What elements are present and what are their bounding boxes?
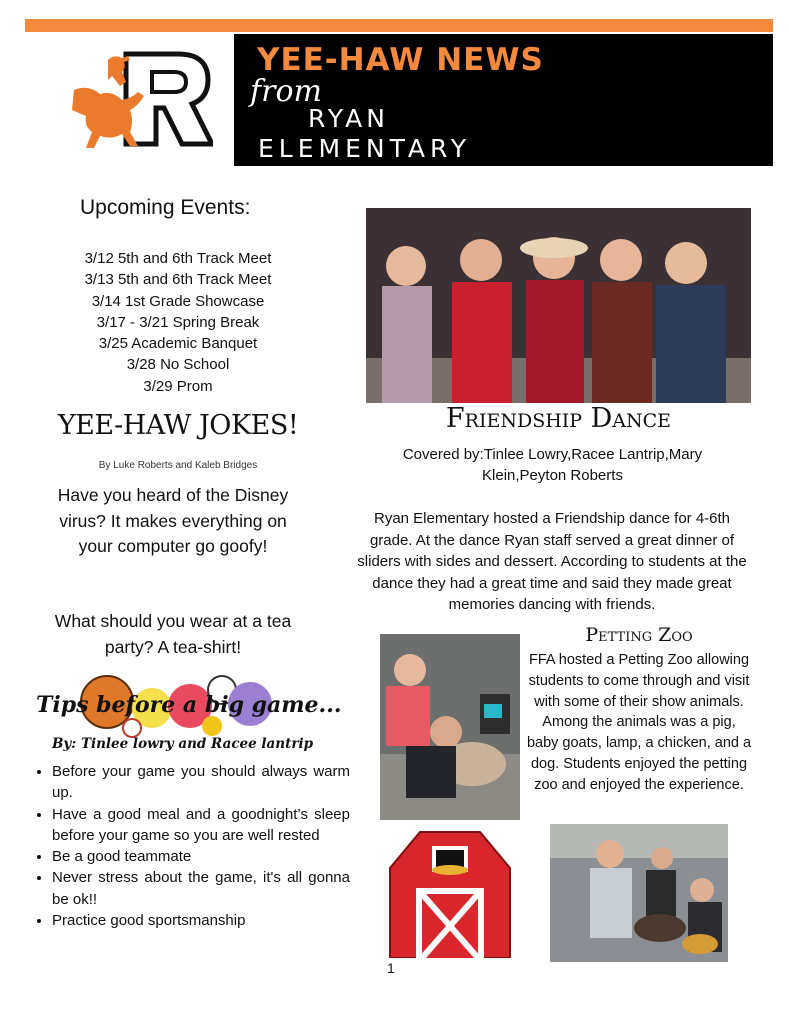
tips-byline: By: Tinlee lowry and Racee lantrip	[52, 736, 314, 752]
event-item: 3/25 Academic Banquet	[98, 335, 258, 353]
jokes-heading: YEE-HAW JOKES!	[57, 410, 299, 441]
page-number: 1	[387, 960, 395, 976]
tip-item: • Be a good teammate	[52, 846, 350, 867]
tips-list	[32, 761, 350, 931]
event-item: 3/17 - 3/21 Spring Break	[96, 313, 260, 331]
event-item: 3/29 Prom	[143, 377, 213, 395]
petting-zoo-photo	[380, 634, 520, 820]
barn-icon	[386, 824, 514, 958]
tips-heading: Tips before a big game...	[36, 692, 342, 718]
masthead-school-type: ELEMENTARY	[258, 134, 472, 163]
tip-item: • Before your game you should always warm up.	[52, 761, 350, 804]
joke-text: What should you wear at a tea party? A tea-shirt!	[54, 611, 292, 657]
tip-item: • Never stress about the game, it's all gonna be ok!!	[52, 867, 350, 910]
event-item: 3/12 5th and 6th Track Meet	[84, 250, 272, 267]
dance-article-text: Ryan Elementary hosted a Friendship dance for 4-6th grade. At the dance Ryan staff served a great dinner of sliders with sides and dessert. According to students at the dance they had a great time and said they made great memories dancing with friends.	[357, 510, 747, 613]
school-logo	[68, 50, 213, 152]
jokes-byline: By Luke Roberts and Kaleb Bridges	[98, 460, 258, 471]
events-list	[40, 248, 316, 397]
header-accent-bar	[25, 19, 773, 32]
friendship-dance-photo	[366, 208, 751, 403]
tip-item: • Have a good meal and a goodnight’s sleep before your game so you are well rested	[52, 804, 350, 847]
event-item: 3/14 1st Grade Showcase	[91, 292, 265, 310]
tip-item: • Practice good sportsmanship	[52, 910, 350, 931]
zoo-heading: Petting Zoo	[585, 624, 693, 646]
masthead-from: from	[250, 74, 322, 109]
masthead-school-name: RYAN	[308, 104, 389, 133]
zoo-article-text: FFA hosted a Petting Zoo allowing students to come through and visit with some of their show animals. Among the animals was a pig, baby goats, lamp, a chicken, and a dog. Students enjoyed the petting zoo and enjoyed the experience.	[526, 652, 752, 793]
event-item: 3/28 No School	[126, 356, 230, 374]
joke-text: Have you heard of the Disney virus? It makes everything on your computer go goofy!	[57, 485, 289, 556]
dance-byline: Covered by:Tinlee Lowry,Racee Lantrip,Mary Klein,Peyton Roberts	[402, 446, 703, 484]
events-heading: Upcoming Events:	[80, 196, 251, 219]
event-item: 3/13 5th and 6th Track Meet	[84, 271, 272, 289]
masthead-title: YEE-HAW NEWS	[257, 42, 544, 78]
dance-heading: Friendship Dance	[445, 403, 672, 434]
petting-zoo-photo-2	[550, 824, 728, 962]
logo-letter: R	[164, 120, 165, 121]
